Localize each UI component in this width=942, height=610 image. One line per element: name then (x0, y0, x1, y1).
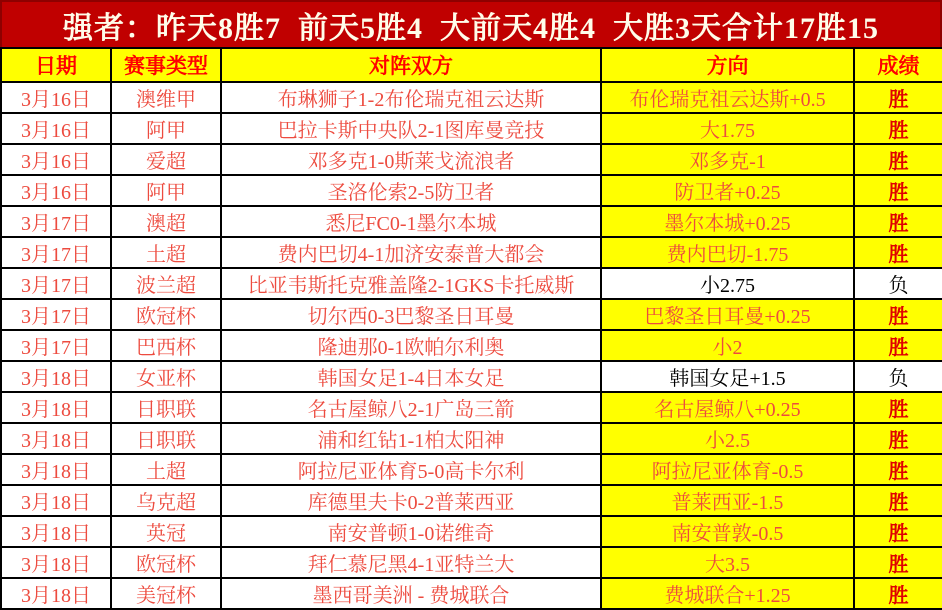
date-cell: 3月16日 (1, 113, 111, 144)
match-cell: 圣洛伦索2-5防卫者 (221, 175, 601, 206)
direction-cell: 韩国女足+1.5 (601, 361, 854, 392)
direction-cell: 费城联合+1.25 (601, 578, 854, 609)
table-row (1, 516, 942, 547)
league-cell: 欧冠杯 (111, 547, 221, 578)
result-cell: 胜 (854, 299, 942, 330)
match-cell: 库德里夫卡0-2普莱西亚 (221, 485, 601, 516)
direction-cell: 普莱西亚-1.5 (601, 485, 854, 516)
direction-cell: 小2 (601, 330, 854, 361)
date-cell: 3月17日 (1, 237, 111, 268)
col-header-league: 赛事类型 (111, 48, 221, 82)
table-row (1, 268, 942, 299)
date-cell: 3月18日 (1, 454, 111, 485)
date-cell: 3月18日 (1, 516, 111, 547)
table-row (1, 361, 942, 392)
direction-cell: 巴黎圣日耳曼+0.25 (601, 299, 854, 330)
date-cell: 3月18日 (1, 547, 111, 578)
direction-cell: 名古屋鲸八+0.25 (601, 392, 854, 423)
date-cell: 3月16日 (1, 144, 111, 175)
date-cell: 3月17日 (1, 268, 111, 299)
results-table (0, 47, 942, 610)
match-cell: 费内巴切4-1加济安泰普大都会 (221, 237, 601, 268)
table-row (1, 175, 942, 206)
direction-cell: 布伦瑞克祖云达斯+0.5 (601, 82, 854, 113)
result-cell: 负 (854, 268, 942, 299)
match-cell: 悉尼FC0-1墨尔本城 (221, 206, 601, 237)
date-cell: 3月18日 (1, 578, 111, 609)
result-cell: 胜 (854, 175, 942, 206)
direction-cell: 大3.5 (601, 547, 854, 578)
result-cell: 胜 (854, 82, 942, 113)
date-cell: 3月17日 (1, 299, 111, 330)
direction-cell: 费内巴切-1.75 (601, 237, 854, 268)
table-row (1, 299, 942, 330)
date-cell: 3月18日 (1, 423, 111, 454)
header-row (1, 48, 942, 82)
results-body (1, 82, 942, 609)
match-cell: 切尔西0-3巴黎圣日耳曼 (221, 299, 601, 330)
league-cell: 波兰超 (111, 268, 221, 299)
result-cell: 负 (854, 361, 942, 392)
direction-cell: 墨尔本城+0.25 (601, 206, 854, 237)
match-cell: 名古屋鲸八2-1广岛三箭 (221, 392, 601, 423)
league-cell: 日职联 (111, 392, 221, 423)
league-cell: 日职联 (111, 423, 221, 454)
direction-cell: 大1.75 (601, 113, 854, 144)
league-cell: 土超 (111, 454, 221, 485)
league-cell: 巴西杯 (111, 330, 221, 361)
match-cell: 拜仁慕尼黑4-1亚特兰大 (221, 547, 601, 578)
league-cell: 澳超 (111, 206, 221, 237)
match-cell: 邓多克1-0斯莱戈流浪者 (221, 144, 601, 175)
league-cell: 女亚杯 (111, 361, 221, 392)
col-header-date: 日期 (1, 48, 111, 82)
table-row (1, 578, 942, 609)
result-cell: 胜 (854, 516, 942, 547)
date-cell: 3月16日 (1, 175, 111, 206)
table-header (1, 48, 942, 82)
result-cell: 胜 (854, 578, 942, 609)
league-cell: 乌克超 (111, 485, 221, 516)
date-cell: 3月18日 (1, 485, 111, 516)
result-cell: 胜 (854, 423, 942, 454)
table-row (1, 237, 942, 268)
col-header-direction: 方向 (601, 48, 854, 82)
table-row (1, 392, 942, 423)
table-row (1, 113, 942, 144)
league-cell: 爱超 (111, 144, 221, 175)
match-cell: 浦和红钻1-1柏太阳神 (221, 423, 601, 454)
table-row (1, 547, 942, 578)
col-header-match: 对阵双方 (221, 48, 601, 82)
result-cell: 胜 (854, 485, 942, 516)
table-row (1, 82, 942, 113)
match-cell: 墨西哥美洲 - 费城联合 (221, 578, 601, 609)
league-cell: 土超 (111, 237, 221, 268)
result-cell: 胜 (854, 237, 942, 268)
direction-cell: 邓多克-1 (601, 144, 854, 175)
date-cell: 3月18日 (1, 392, 111, 423)
league-cell: 欧冠杯 (111, 299, 221, 330)
match-cell: 南安普顿1-0诺维奇 (221, 516, 601, 547)
date-cell: 3月16日 (1, 82, 111, 113)
league-cell: 澳维甲 (111, 82, 221, 113)
result-cell: 胜 (854, 454, 942, 485)
match-cell: 布琳狮子1-2布伦瑞克祖云达斯 (221, 82, 601, 113)
table-row (1, 144, 942, 175)
league-cell: 阿甲 (111, 175, 221, 206)
result-cell: 胜 (854, 392, 942, 423)
league-cell: 英冠 (111, 516, 221, 547)
result-cell: 胜 (854, 547, 942, 578)
table-row (1, 485, 942, 516)
league-cell: 阿甲 (111, 113, 221, 144)
table-row (1, 423, 942, 454)
match-cell: 阿拉尼亚体育5-0高卡尔利 (221, 454, 601, 485)
result-cell: 胜 (854, 206, 942, 237)
table-row (1, 330, 942, 361)
direction-cell: 小2.5 (601, 423, 854, 454)
match-cell: 韩国女足1-4日本女足 (221, 361, 601, 392)
date-cell: 3月18日 (1, 361, 111, 392)
match-cell: 比亚韦斯托克雅盖隆2-1GKS卡托威斯 (221, 268, 601, 299)
direction-cell: 阿拉尼亚体育-0.5 (601, 454, 854, 485)
league-cell: 美冠杯 (111, 578, 221, 609)
result-cell: 胜 (854, 113, 942, 144)
table-row (1, 454, 942, 485)
direction-cell: 小2.75 (601, 268, 854, 299)
direction-cell: 南安普敦-0.5 (601, 516, 854, 547)
table-row (1, 206, 942, 237)
match-cell: 巴拉卡斯中央队2-1图库曼竞技 (221, 113, 601, 144)
date-cell: 3月17日 (1, 206, 111, 237)
result-cell: 胜 (854, 330, 942, 361)
page-title: 强者：昨天8胜7 前天5胜4 大前天4胜4 大胜3天合计17胜15 (0, 0, 942, 47)
date-cell: 3月17日 (1, 330, 111, 361)
col-header-result: 成绩 (854, 48, 942, 82)
result-cell: 胜 (854, 144, 942, 175)
match-cell: 隆迪那0-1欧帕尔利奥 (221, 330, 601, 361)
direction-cell: 防卫者+0.25 (601, 175, 854, 206)
